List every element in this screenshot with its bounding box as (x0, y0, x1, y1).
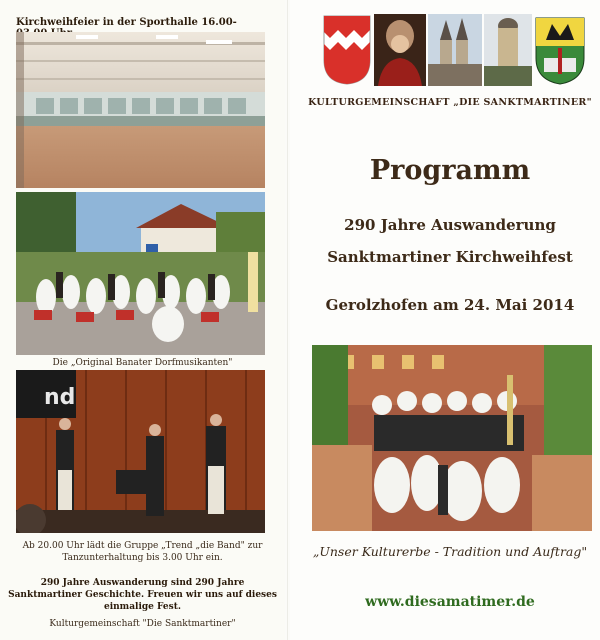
event-line-2: Sanktmartiner Kirchweihfest (327, 248, 573, 266)
costume-group-photo (312, 345, 592, 531)
website-link[interactable]: www.diesamatimer.de (365, 594, 535, 610)
church-photo (428, 14, 482, 86)
band-banner-text: nd (44, 385, 76, 410)
hall-caption: Kirchweihfeier in der Sporthalle 16.00- (16, 17, 237, 28)
franconia-flag-crest (322, 14, 372, 86)
motto: „Unser Kulturerbe - Tradition und Auftrag" (312, 544, 588, 559)
dorfmusikanten-photo (16, 192, 265, 355)
history-line3: einmalige Fest. (103, 602, 181, 612)
org-heading: KULTURGEMEINSCHAFT „DIE SANKTMARTINER" (308, 97, 592, 108)
fold-line (287, 0, 288, 640)
group-caption: Die „Original Banater Dorfmusikanten" (52, 358, 233, 368)
event-line-3: Gerolzhofen am 24. Mai 2014 (325, 296, 575, 314)
program-title: Programm (369, 155, 531, 186)
sports-hall-photo (16, 32, 265, 188)
history-line1: 290 Jahre Auswanderung sind 290 Jahre (40, 578, 245, 588)
band-caption-line1: Ab 20.00 Uhr lädt die Gruppe „Trend „die Band" zur (22, 541, 263, 551)
footer-org: Kulturgemeinschaft "Die Sanktmartiner" (49, 619, 236, 629)
tower-photo (484, 14, 532, 86)
portrait-painting (374, 14, 426, 86)
history-line2: Sanktmartiner Geschichte. Freuen wir uns auf dieses (8, 590, 277, 600)
band-caption-line2: Tanzunterhaltung bis 3.00 Uhr ein. (62, 553, 223, 563)
event-line-1: 290 Jahre Auswanderung (344, 216, 556, 234)
band-photo (16, 370, 265, 533)
sanktmartin-coat-of-arms (534, 14, 586, 86)
